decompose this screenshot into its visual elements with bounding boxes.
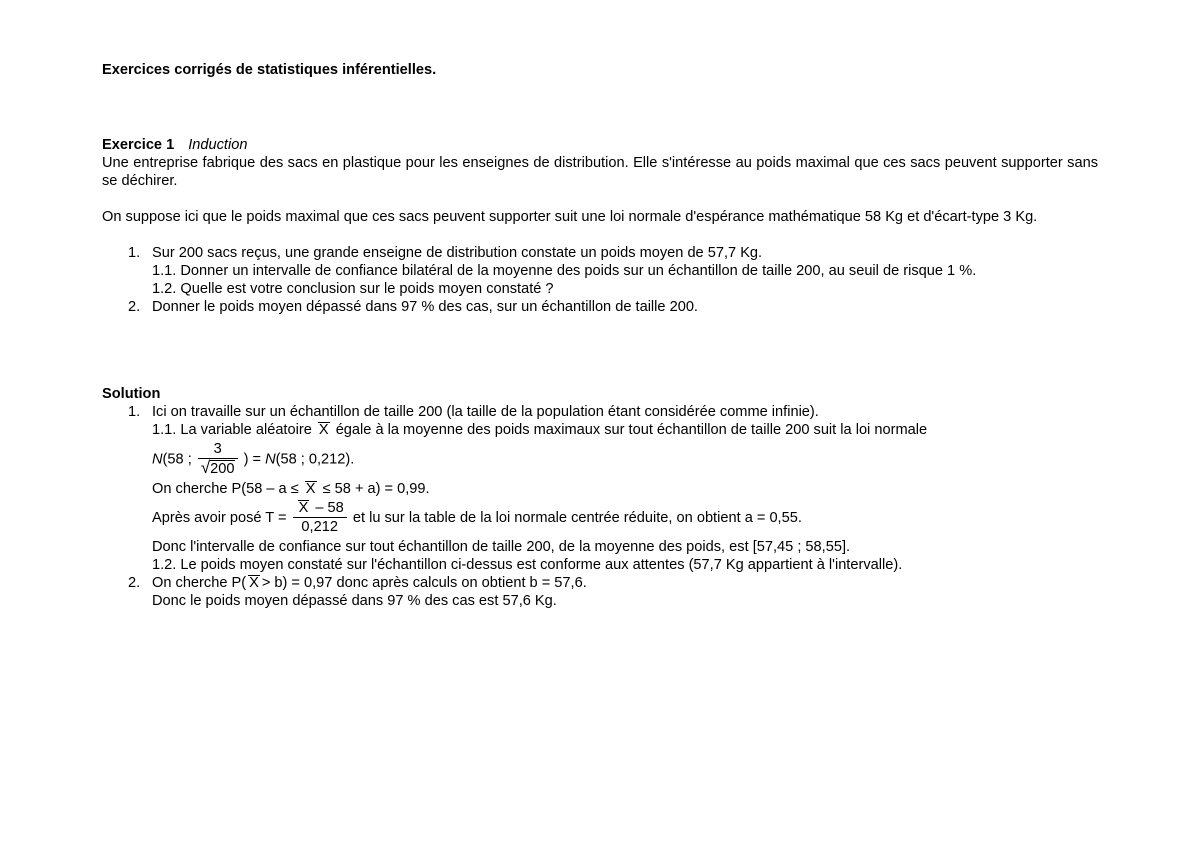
solution-list [102,403,1102,610]
law-open: (58 ; [162,451,192,468]
fraction-denominator: 0,212 [301,519,338,535]
question-1-2: 1.2. Quelle est votre conclusion sur le poids moyen constaté ? [152,281,554,297]
fraction-numerator: 3 [198,441,238,459]
s2-post: > b) = 0,97 donc après calculs on obtient b = 57,6. [261,575,587,591]
standardization-equation [152,500,1102,536]
fraction-denominator [198,459,238,478]
exercise-subtitle: Induction [188,137,248,153]
exercise-label: Exercice 1 [102,137,175,153]
solution-marker: 1. [128,404,141,420]
law-end: (58 ; 0,212). [275,451,355,468]
question-2 [102,298,1098,316]
xbar-symbol: X [249,575,259,591]
question-1-text: Sur 200 sacs reçus, une grande enseigne de distribution constate un poids moyen de 57,7 Kg. [152,245,763,261]
search-equation [152,480,1102,498]
search-pre: On cherche P(58 – a ≤ [152,481,299,497]
sqrt-symbol: √ [200,458,211,477]
confidence-interval: Donc l'intervalle de confiance sur tout échantillon de taille 200, de la moyenne des poids, est [57,45 ; 58,55]. [152,539,851,555]
law-mid: ) = [243,451,262,468]
exercise-1 [102,136,1098,316]
question-marker: 1. [128,245,141,261]
solution-2-text [152,574,1102,592]
pose-pre: Après avoir posé T = [152,509,287,526]
xbar-symbol: X [318,422,329,438]
search-post: ≤ 58 + a) = 0,99. [322,481,430,497]
question-marker: 2. [128,299,141,315]
question-1 [102,244,1098,298]
sqrt-argument: 200 [210,461,235,477]
exercise-intro: Une entreprise fabrique des sacs en plastique pour les enseignes de distribution. Elle s'intéresse au poids maximal que ces sacs peuvent supporter sans se déchirer. [102,155,1098,189]
pose-post: et lu sur la table de la loi normale centrée réduite, on obtient a = 0,55. [352,509,802,526]
law-symbol-2: N [265,451,276,468]
solution-2-conclusion: Donc le poids moyen dépassé dans 97 % des cas est 57,6 Kg. [152,593,557,609]
solution-1-1-pre: 1.1. La variable aléatoire [152,422,312,438]
fraction-numerator [293,500,347,518]
s2-pre: On cherche P( [152,575,247,591]
sigma-fraction [198,441,238,478]
exercise-heading [102,136,1098,154]
solution-1-text: Ici on travaille sur un échantillon de taille 200 (la taille de la population étant considérée comme infinie). [152,404,819,420]
spacer [102,190,1098,208]
xbar-symbol: X [305,481,316,497]
solution-1 [102,403,1102,574]
t-fraction [293,500,347,536]
document-title: Exercices corrigés de statistiques inférentielles. [102,62,437,78]
solution-heading: Solution [102,386,161,402]
solution-1-1 [152,421,1102,439]
question-2-text: Donner le poids moyen dépassé dans 97 % des cas, sur un échantillon de taille 200. [152,299,698,315]
solution-section [102,385,1102,610]
question-1-1: 1.1. Donner un intervalle de confiance bilatéral de la moyenne des poids sur un échantillon de taille 200, au seuil de risque 1 %. [152,263,977,279]
solution-1-1-post: égale à la moyenne des poids maximaux sur tout échantillon de taille 200 suit la loi normale [335,422,928,438]
exercise-hypothesis: On suppose ici que le poids maximal que ces sacs peuvent supporter suit une loi normale d'espérance mathématique 58 Kg et d'écart-type 3 Kg. [102,209,1038,225]
xbar-symbol: X [298,500,309,516]
spacer [102,226,1098,244]
question-list [102,244,1098,316]
normal-law-equation [152,441,1102,478]
solution-2 [102,574,1102,610]
solution-1-2: 1.2. Le poids moyen constaté sur l'échantillon ci-dessus est conforme aux attentes (57,7 Kg appartient à l'intervalle). [152,557,903,573]
numerator-rest: – 58 [311,500,344,516]
law-symbol: N [152,451,163,468]
solution-marker: 2. [128,575,141,591]
